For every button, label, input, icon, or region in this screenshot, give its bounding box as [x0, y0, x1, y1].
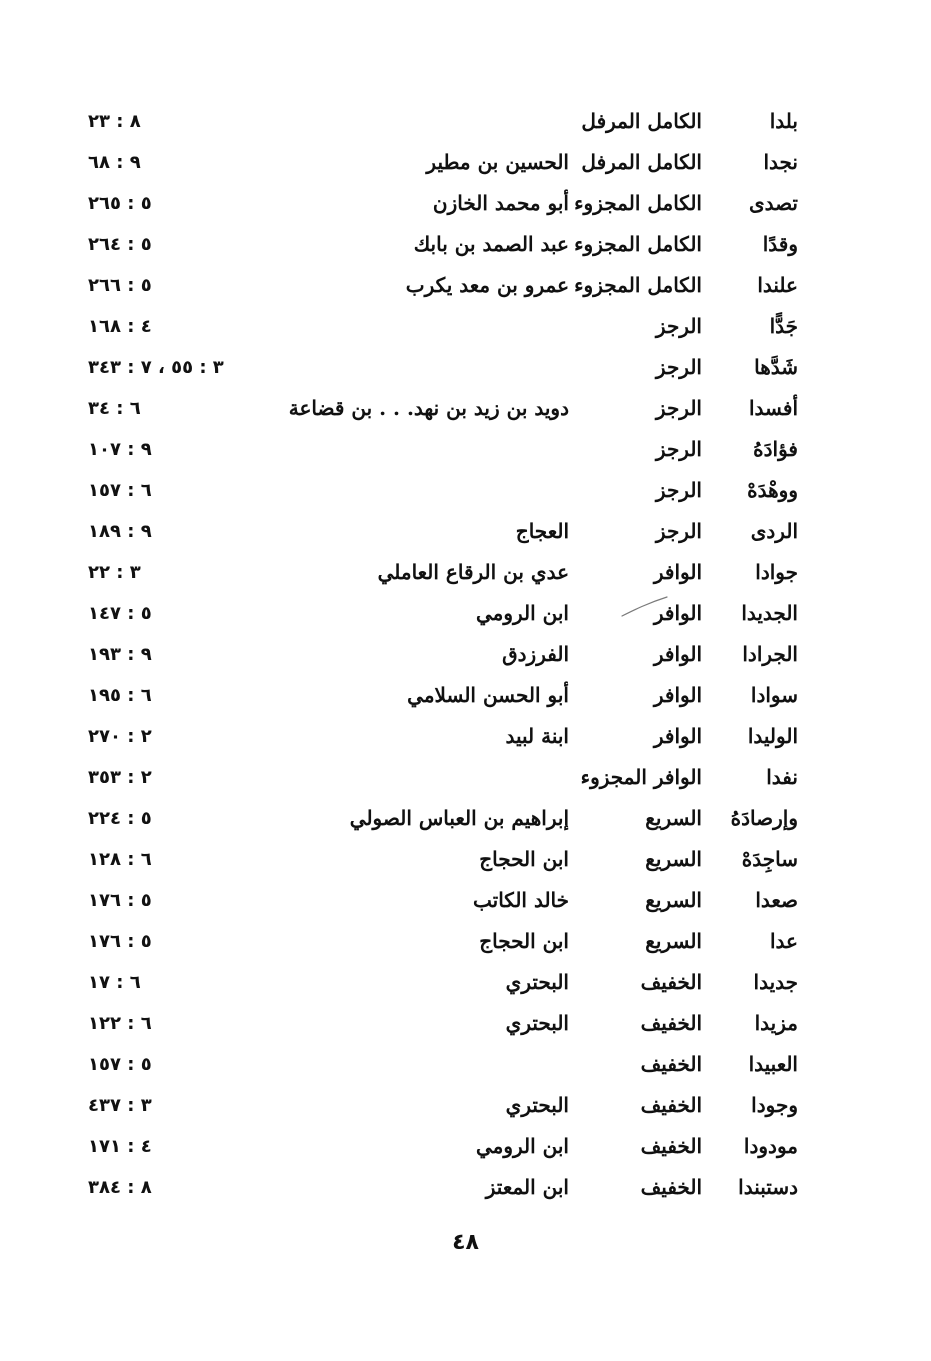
poet-name: أبو محمد الخازن	[432, 191, 569, 215]
rhyme-word: وإرصادَهُ	[730, 806, 798, 830]
poetic-meter: السريع	[645, 929, 702, 953]
rhyme-word: ساجِدَهْ	[741, 847, 798, 871]
rhyme-word: جَدًّا	[769, 314, 798, 338]
table-row	[0, 388, 931, 429]
poet-name: البحتري	[505, 1093, 569, 1117]
pen-stroke-mark	[620, 594, 670, 620]
poet-name: دويد بن زيد بن نهد. . . بن قضاعة	[288, 396, 569, 420]
volume-page-reference: ٥ : ١٤٧	[88, 603, 152, 624]
volume-page-reference: ٥ : ٢٦٦	[88, 275, 152, 296]
volume-page-reference: ٥ : ٢٦٤	[88, 234, 152, 255]
poetic-meter: الكامل المجزوء	[574, 191, 702, 215]
poetic-meter: الخفيف	[640, 1134, 702, 1158]
table-row	[0, 1003, 931, 1044]
poet-name	[239, 470, 569, 511]
rhyme-word: نفدا	[766, 765, 798, 789]
volume-page-reference: ٩ : ١٠٧	[88, 439, 152, 460]
poet-name	[239, 757, 569, 798]
volume-page-reference: ٨ : ٢٣	[88, 111, 141, 132]
rhyme-word: وقدًا	[762, 232, 798, 256]
table-row	[0, 716, 931, 757]
volume-page-reference: ٩ : ١٨٩	[88, 521, 152, 542]
rhyme-word: العبيدا	[748, 1052, 798, 1076]
rhyme-word: تصدى	[748, 191, 798, 215]
poetic-meter: الكامل المجزوء	[574, 273, 702, 297]
volume-page-reference: ٥ : ١٥٧	[88, 1054, 152, 1075]
rhyme-word: فؤادَهُ	[753, 437, 798, 461]
table-row	[0, 306, 931, 347]
volume-page-reference: ٦ : ١٢٢	[88, 1013, 152, 1034]
poetic-meter: الرجز	[655, 478, 702, 502]
poet-name	[239, 1044, 569, 1085]
page-number: ٤٨	[452, 1230, 479, 1255]
poetic-meter: الكامل المرفل	[581, 150, 702, 174]
rhyme-word: علندا	[757, 273, 798, 297]
rhyme-word: الوليدا	[747, 724, 798, 748]
rhyme-index-table	[0, 101, 931, 1210]
table-row	[0, 265, 931, 306]
rhyme-word: مودودا	[743, 1134, 798, 1158]
poetic-meter: الرجز	[655, 355, 702, 379]
poetic-meter: الوافر المجزوء	[580, 765, 702, 789]
rhyme-word: شَدَّها	[754, 355, 798, 379]
poetic-meter: الكامل المرفل	[581, 109, 702, 133]
rhyme-word: بلدا	[769, 109, 798, 133]
volume-page-reference: ٦ : ١٩٥	[88, 685, 152, 706]
poetic-meter: الوافر	[653, 642, 702, 666]
poet-name: خالد الكاتب	[472, 888, 569, 912]
volume-page-reference: ٦ : ١٥٧	[88, 480, 152, 501]
table-row	[0, 1126, 931, 1167]
rhyme-word: صعدا	[755, 888, 798, 912]
rhyme-word: ووهْدَهْ	[747, 478, 798, 502]
rhyme-word: الردى	[750, 519, 798, 543]
poetic-meter: الخفيف	[640, 1052, 702, 1076]
poet-name: البحتري	[505, 970, 569, 994]
table-row	[0, 183, 931, 224]
volume-page-reference: ٩ : ١٩٣	[88, 644, 152, 665]
poetic-meter: الوافر	[653, 683, 702, 707]
poetic-meter: السريع	[645, 847, 702, 871]
volume-page-reference: ٢ : ٢٧٠	[88, 726, 152, 747]
table-row	[0, 593, 931, 634]
table-row	[0, 1085, 931, 1126]
volume-page-reference: ٥ : ٢٢٤	[88, 808, 152, 829]
poet-name: ابنة لبيد	[505, 724, 569, 748]
table-row	[0, 798, 931, 839]
rhyme-word: دستبندا	[738, 1175, 798, 1199]
poet-name: عمرو بن معد يكرب	[405, 273, 569, 297]
poetic-meter: الخفيف	[640, 1175, 702, 1199]
rhyme-word: سوادا	[750, 683, 798, 707]
table-row	[0, 634, 931, 675]
poetic-meter: الخفيف	[640, 1011, 702, 1035]
table-row	[0, 880, 931, 921]
table-row	[0, 552, 931, 593]
poet-name	[239, 306, 569, 347]
table-row	[0, 142, 931, 183]
table-row	[0, 429, 931, 470]
table-row	[0, 470, 931, 511]
table-row	[0, 962, 931, 1003]
table-row	[0, 839, 931, 880]
poetic-meter: الرجز	[655, 396, 702, 420]
volume-page-reference: ٣ : ٢٢	[88, 562, 141, 583]
table-row	[0, 224, 931, 265]
rhyme-word: وجودا	[751, 1093, 798, 1117]
rhyme-word: جوادا	[755, 560, 798, 584]
poetic-meter: السريع	[645, 888, 702, 912]
poet-name: ابن الحجاج	[479, 929, 569, 953]
poet-name: الحسين بن مطير	[426, 150, 569, 174]
poet-name: عدي بن الرقاع العاملي	[377, 560, 569, 584]
rhyme-word: الجرادا	[742, 642, 798, 666]
poetic-meter: السريع	[645, 806, 702, 830]
rhyme-word: أفسدا	[748, 396, 798, 420]
volume-page-reference: ٥ : ١٧٦	[88, 890, 152, 911]
table-row	[0, 511, 931, 552]
poetic-meter: الوافر	[653, 601, 702, 625]
poetic-meter: الخفيف	[640, 970, 702, 994]
poet-name: إبراهيم بن العباس الصولي	[349, 806, 569, 830]
poetic-meter: الكامل المجزوء	[574, 232, 702, 256]
poet-name: ابن الرومي	[475, 601, 569, 625]
poetic-meter: الرجز	[655, 314, 702, 338]
rhyme-word: عدا	[770, 929, 798, 953]
poetic-meter: الخفيف	[640, 1093, 702, 1117]
poet-name: الفرزدق	[502, 642, 569, 666]
poet-name: عبد الصمد بن بابك	[413, 232, 569, 256]
table-row	[0, 101, 931, 142]
volume-page-reference: ٥ : ٢٦٥	[88, 193, 152, 214]
poet-name	[239, 101, 569, 142]
volume-page-reference: ٩ : ٦٨	[88, 152, 141, 173]
rhyme-word: جديدا	[753, 970, 798, 994]
volume-page-reference: ٦ : ١٧	[88, 972, 141, 993]
rhyme-word: مزيدا	[754, 1011, 798, 1035]
poetic-meter: الرجز	[655, 519, 702, 543]
table-row	[0, 1044, 931, 1085]
table-row	[0, 757, 931, 798]
volume-page-reference: ٦ : ١٢٨	[88, 849, 152, 870]
table-row	[0, 675, 931, 716]
table-row	[0, 347, 931, 388]
poet-name: العجاج	[515, 519, 569, 543]
poet-name: ابن الحجاج	[479, 847, 569, 871]
poet-name: ابن الرومي	[475, 1134, 569, 1158]
volume-page-reference: ٦ : ٣٤	[88, 398, 141, 419]
volume-page-reference: ٨ : ٣٨٤	[88, 1177, 152, 1198]
poetic-meter: الرجز	[655, 437, 702, 461]
poet-name: ابن المعتز	[485, 1175, 569, 1199]
table-row	[0, 1167, 931, 1208]
poet-name: أبو الحسن السلامي	[407, 683, 569, 707]
table-row	[0, 921, 931, 962]
rhyme-word: نجدا	[763, 150, 798, 174]
poetic-meter: الوافر	[653, 560, 702, 584]
volume-page-reference: ٤ : ١٦٨	[88, 316, 152, 337]
poet-name	[239, 347, 569, 388]
poet-name	[239, 429, 569, 470]
poetic-meter: الوافر	[653, 724, 702, 748]
volume-page-reference: ٥ : ١٧٦	[88, 931, 152, 952]
volume-page-reference: ٤ : ١٧١	[88, 1136, 152, 1157]
rhyme-word: الجديدا	[741, 601, 798, 625]
volume-page-reference: ٢ : ٣٥٣	[88, 767, 152, 788]
poet-name: البحتري	[505, 1011, 569, 1035]
volume-page-reference: ٣ : ٤٣٧	[88, 1095, 152, 1116]
volume-page-reference: ٣ : ٥٥ ، ٧ : ٣٤٣	[88, 357, 224, 378]
